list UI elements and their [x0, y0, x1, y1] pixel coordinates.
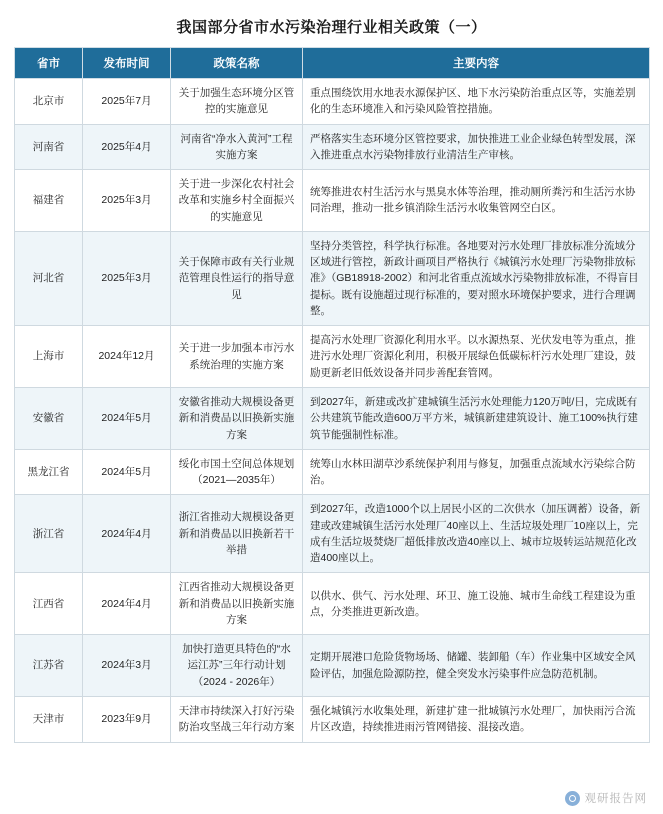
table-row [15, 495, 650, 573]
cell-date: 2024年5月 [83, 387, 171, 449]
cell-date: 2023年9月 [83, 696, 171, 742]
cell-province: 天津市 [15, 696, 83, 742]
table-header-row [15, 48, 650, 79]
watermark [565, 790, 648, 806]
cell-policy-name: 天津市持续深入打好污染防治攻坚战三年行动方案 [171, 696, 303, 742]
table-header-province: 省市 [15, 48, 83, 79]
table-row [15, 573, 650, 635]
cell-policy-name: 关于加强生态环境分区管控的实施意见 [171, 79, 303, 125]
watermark-label: 观研报告网 [584, 793, 647, 805]
cell-policy-name: 江西省推动大规模设备更新和消费品以旧换新实施方案 [171, 573, 303, 635]
cell-province: 北京市 [15, 79, 83, 125]
cell-main-content: 强化城镇污水收集处理，新建扩建一批城镇污水处理厂，加快雨污合流片区改造，持续推进雨污管网错接、混接改造。 [303, 696, 650, 742]
cell-policy-name: 关于进一步深化农村社会改革和实施乡村全面振兴的实施意见 [171, 170, 303, 232]
watermark-logo-icon [565, 791, 580, 806]
cell-date: 2025年3月 [83, 170, 171, 232]
cell-policy-name: 浙江省推动大规模设备更新和消费品以旧换新若干举措 [171, 495, 303, 573]
cell-date: 2024年12月 [83, 326, 171, 388]
table-row [15, 387, 650, 449]
table-row [15, 696, 650, 742]
cell-policy-name: 安徽省推动大规模设备更新和消费品以旧换新实施方案 [171, 387, 303, 449]
cell-main-content: 统筹山水林田湖草沙系统保护利用与修复，加强重点流域水污染综合防治。 [303, 449, 650, 495]
cell-province: 河南省 [15, 124, 83, 170]
cell-policy-name: 河南省“净水入黄河”工程实施方案 [171, 124, 303, 170]
page-title: 我国部分省市水污染治理行业相关政策（一） [176, 19, 487, 36]
cell-date: 2024年4月 [83, 495, 171, 573]
cell-main-content: 定期开展港口危险货物场场、储罐、装卸船（车）作业集中区域安全风险评估，加强危险源防控，健全突发水污染事件应急防范机制。 [303, 635, 650, 697]
cell-province: 江苏省 [15, 635, 83, 697]
table-row [15, 124, 650, 170]
cell-policy-name: 关于保障市政有关行业规范管理良性运行的指导意见 [171, 231, 303, 325]
cell-date: 2024年4月 [83, 573, 171, 635]
table-row [15, 170, 650, 232]
policy-table [14, 47, 650, 743]
table-row [15, 635, 650, 697]
cell-province: 河北省 [15, 231, 83, 325]
table-row [15, 326, 650, 388]
cell-date: 2025年7月 [83, 79, 171, 125]
cell-main-content: 重点围绕饮用水地表水源保护区、地下水污染防治重点区等，实施差别化的生态环境准入和污染风险管控措施。 [303, 79, 650, 125]
cell-province: 上海市 [15, 326, 83, 388]
table-row [15, 231, 650, 325]
table-header-policy-name: 政策名称 [171, 48, 303, 79]
table-header-main-content: 主要内容 [303, 48, 650, 79]
cell-main-content: 坚持分类管控，科学执行标准。各地要对污水处理厂排放标准分流域分区域进行管控，新政计画项目严格执行《城镇污水处理厂污染物排放标准》（GB18918-2002）和河北省重点流域水污染物排放标准，不得盲目提标。既有设施超过现行标准的，要对照水环境保护要求，进行合理调整。 [303, 231, 650, 325]
cell-date: 2024年5月 [83, 449, 171, 495]
cell-province: 安徽省 [15, 387, 83, 449]
cell-date: 2024年3月 [83, 635, 171, 697]
cell-main-content: 到2027年，改造1000个以上居民小区的二次供水（加压调蓄）设备，新建或改建城镇生活污水处理厂40座以上、生活垃圾处理厂10座以上，完成有生活垃圾焚烧厂超低排放改造40座以上、城市垃圾转运站规范化改造400座以上。 [303, 495, 650, 573]
cell-main-content: 严格落实生态环境分区管控要求，加快推进工业企业绿色转型发展，深入推进重点水污染物排放行业清洁生产审核。 [303, 124, 650, 170]
cell-province: 福建省 [15, 170, 83, 232]
cell-date: 2025年4月 [83, 124, 171, 170]
cell-main-content: 统筹推进农村生活污水与黑臭水体等治理，推动厕所粪污和生活污水协同治理，推动一批乡镇消除生活污水收集管网空白区。 [303, 170, 650, 232]
table-row [15, 79, 650, 125]
cell-main-content: 到2027年，新建或改扩建城镇生活污水处理能力120万吨/日，完成既有公共建筑节能改造600万平方米，城镇新建建筑设计、施工100%执行建筑节能强制性标准。 [303, 387, 650, 449]
table-header-date: 发布时间 [83, 48, 171, 79]
cell-province: 浙江省 [15, 495, 83, 573]
cell-policy-name: 加快打造更具特色的“水运江苏”三年行动计划（2024 - 2026年） [171, 635, 303, 697]
cell-policy-name: 关于进一步加强本市污水系统治理的实施方案 [171, 326, 303, 388]
cell-policy-name: 绥化市国土空间总体规划（2021—2035年） [171, 449, 303, 495]
cell-province: 黑龙江省 [15, 449, 83, 495]
cell-date: 2025年3月 [83, 231, 171, 325]
cell-province: 江西省 [15, 573, 83, 635]
cell-main-content: 提高污水处理厂资源化利用水平。以水源热泵、光伏发电等为重点，推进污水处理厂资源化利用，积极开展绿色低碳标杆污水处理厂建设，鼓励更新老旧低效设备并同步善配套管网。 [303, 326, 650, 388]
cell-main-content: 以供水、供气、污水处理、环卫、施工设施、城市生命线工程建设为重点，分类推进更新改造。 [303, 573, 650, 635]
table-row [15, 449, 650, 495]
